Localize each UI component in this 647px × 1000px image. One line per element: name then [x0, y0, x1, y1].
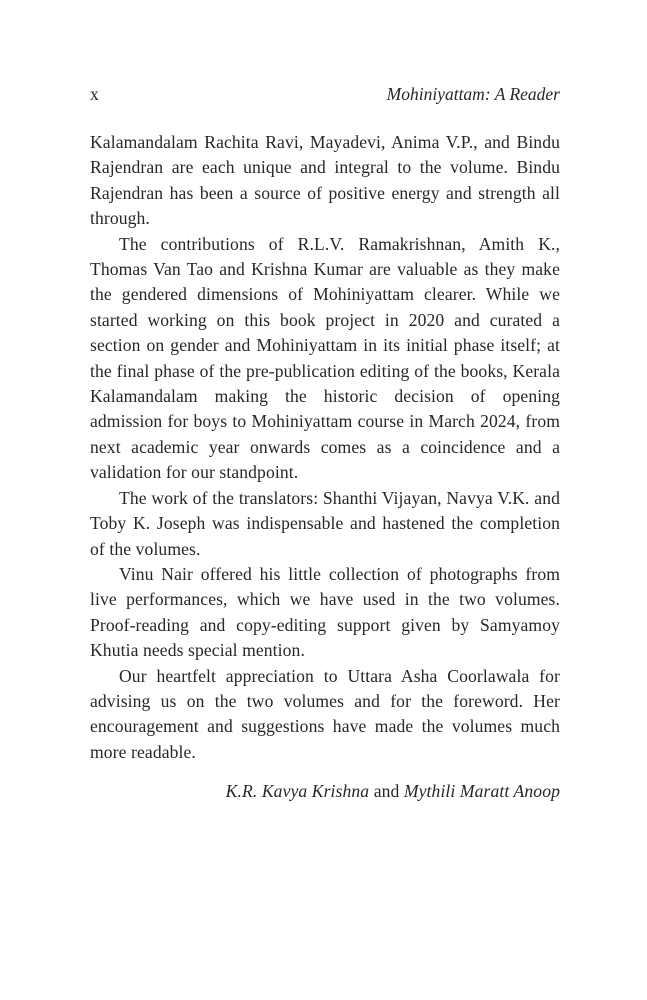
signature-line [90, 779, 560, 804]
running-title: Mohiniyattam: A Reader [386, 84, 560, 104]
author-name-1: K.R. Kavya Krishna [225, 781, 370, 802]
paragraph-acknowledgment-1: Kalamandalam Rachita Ravi, Mayadevi, Anima V.P., and Bindu Rajendran are each unique and integral to the volume. Bindu Rajendran has been a source of positive energy and strength all through. [90, 132, 560, 229]
paragraph-acknowledgment-5: Our heartfelt appreciation to Uttara Asha Coorlawala for advising us on the two volumes and for the foreword. Her encouragement and suggestions have made the volumes much more readable. [90, 665, 560, 762]
paragraph-acknowledgment-2: The contributions of R.L.V. Ramakrishnan, Amith K., Thomas Van Tao and Krishna Kumar are valuable as they make the gendered dimensions of Mohiniyattam clearer. While we started working on this book project in 2020 and curated a section on gender and Mohiniyattam in its initial phase itself; at the final phase of the pre-publication editing of the books, Kerala Kalamandalam making the historic decision of opening admission for boys to Mohiniyattam course in March 2024, from next academic year onwards comes as a coincidence and a validation for our standpoint. [90, 233, 560, 483]
signature-connector: and [373, 781, 400, 802]
page-header [90, 84, 560, 104]
paragraph-acknowledgment-3: The work of the translators: Shanthi Vijayan, Navya V.K. and Toby K. Joseph was indispensable and hastened the completion of the volumes. [90, 487, 560, 559]
author-name-2: Mythili Maratt Anoop [403, 781, 560, 802]
page-body [90, 130, 560, 805]
paragraph-acknowledgment-4: Vinu Nair offered his little collection of photographs from live performances, which we have used in the two volumes. Proof-reading and copy-editing support given by Samyamoy Khutia needs special mention. [90, 563, 560, 661]
page-number: x [90, 84, 99, 104]
